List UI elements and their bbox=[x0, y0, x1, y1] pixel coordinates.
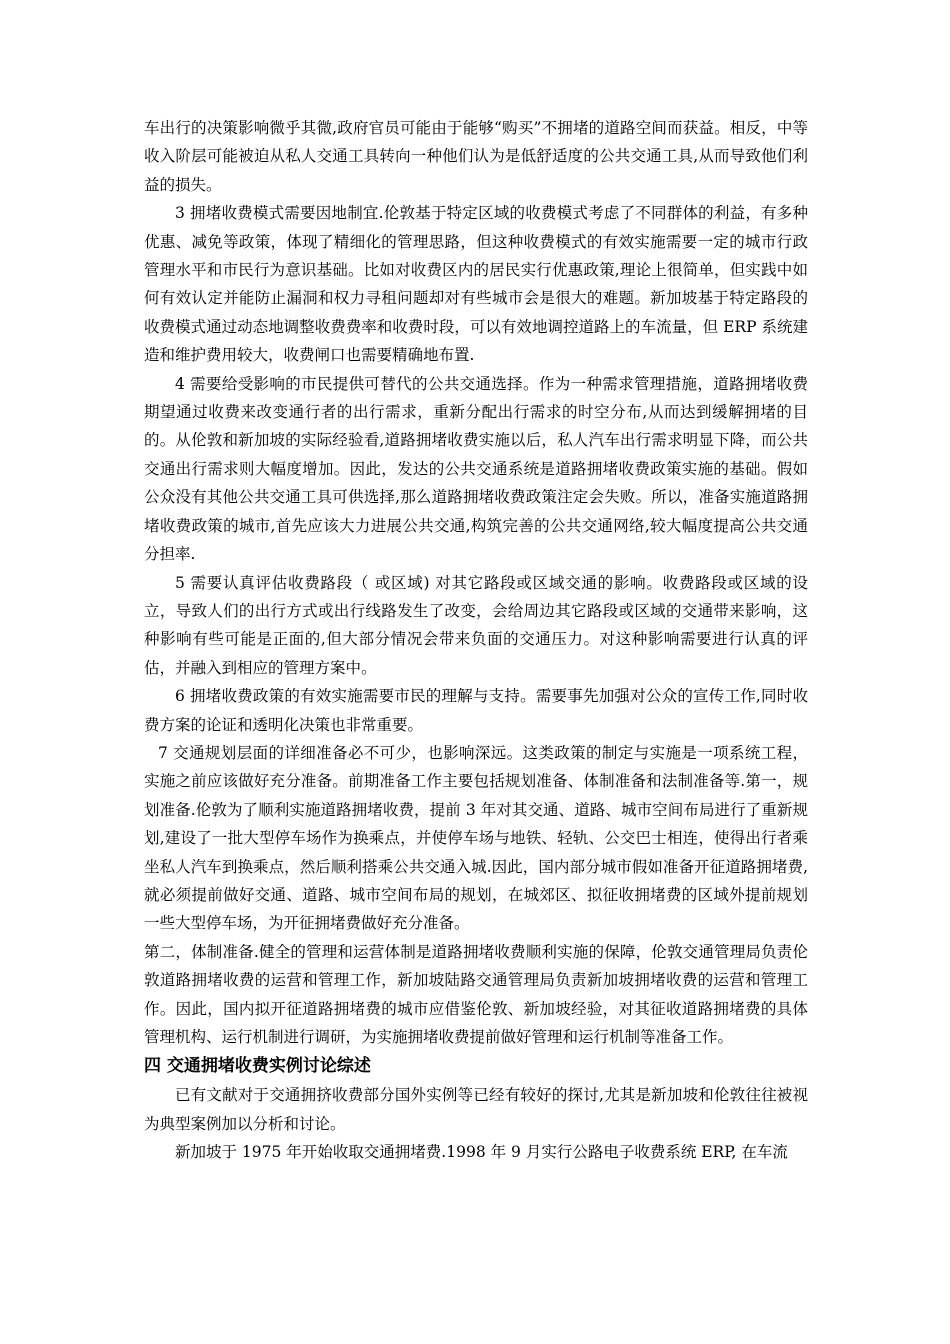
paragraph-point-6: 6 拥堵收费政策的有效实施需要市民的理解与支持。需要事先加强对公众的宣传工作,同时收费方案的论证和透明化决策也非常重要。 bbox=[144, 687, 808, 734]
paragraph-point-5: 5 需要认真评估收费路段（ 或区域) 对其它路段或区域交通的影响。收费路段或区域的设立，导致人们的出行方式或出行线路发生了改变，会给周边其它路段或区域的交通带来影响，这种影响有些可能是正面的,但大部分情况会带来负面的交通压力。对这种影响需要进行认真的评估，并融入到相应的管理方案中。 bbox=[144, 573, 808, 677]
section-heading: 四 交通拥堵收费实例讨论综述 bbox=[144, 1056, 371, 1077]
paragraph-point-3: 3 拥堵收费模式需要因地制宜.伦敦基于特定区域的收费模式考虑了不同群体的利益，有多种优惠、减免等政策，体现了精细化的管理思路，但这种收费模式的有效实施需要一定的城市行政管理水平和市民行为意识基础。比如对收费区内的居民实行优惠政策,理论上很简单，但实践中如何有效认定并能防止漏洞和权力寻租问题却对有些城市会是很大的难题。新加坡基于特定路段的收费模式通过动态地调整收费费率和收费时段，可以有效地调控道路上的车流量，但 ERP 系统建造和维护费用较大，收费闸口也需要精确地布置. bbox=[144, 204, 808, 365]
paragraph-point-4: 4 需要给受影响的市民提供可替代的公共交通选择。作为一种需求管理措施，道路拥堵收费期望通过收费来改变通行者的出行需求，重新分配出行需求的时空分布,从而达到缓解拥堵的目的。从伦敦和新加坡的实际经验看,道路拥堵收费实施以后，私人汽车出行需求明显下降，而公共交通出行需求则大幅度增加。因此，发达的公共交通系统是道路拥堵收费政策实施的基础。假如公众没有其他公共交通工具可供选择,那么道路拥堵收费政策注定会失败。所以，准备实施道路拥堵收费政策的城市,首先应该大力进展公共交通,构筑完善的公共交通网络,较大幅度提高公共交通分担率. bbox=[144, 374, 808, 564]
paragraph-continuation: 车出行的决策影响微乎其微,政府官员可能由于能够“购买”不拥堵的道路空间而获益。相反，中等收入阶层可能被迫从私人交通工具转向一种他们认为是低舒适度的公共交通工具,从而导致他们利益的损失。 bbox=[144, 119, 808, 194]
paragraph-institutional-preparation: 第二，体制准备.健全的管理和运营体制是道路拥堵收费顺利实施的保障，伦敦交通管理局负责伦敦道路拥堵收费的运营和管理工作，新加坡陆路交通管理局负责新加坡拥堵收费的运营和管理工作。因此，国内拟开征道路拥堵费的城市应借鉴伦敦、新加坡经验，对其征收道路拥堵费的具体管理机构、运行机制进行调研，为实施拥堵收费提前做好管理和运行机制等准备工作。 bbox=[144, 942, 808, 1046]
paragraph-singapore: 新加坡于 1975 年开始收取交通拥堵费.1998 年 9 月实行公路电子收费系统 ERP, 在车流 bbox=[175, 1143, 788, 1162]
paragraph-literature: 已有文献对于交通拥挤收费部分国外实例等已经有较好的探讨,尤其是新加坡和伦敦往往被视为典型案例加以分析和讨论。 bbox=[144, 1086, 808, 1133]
document-body bbox=[144, 114, 808, 1167]
paragraph-point-7: 7 交通规划层面的详细准备必不可少，也影响深远。这类政策的制定与实施是一项系统工程，实施之前应该做好充分准备。前期准备工作主要包括规划准备、体制准备和法制准备等.第一，规划准备.伦敦为了顺利实施道路拥堵收费，提前 3 年对其交通、道路、城市空间布局进行了重新规划,建设了一批大型停车场作为换乘点，并使停车场与地铁、轻轨、公交巴士相连，使得出行者乘坐私人汽车到换乘点，然后顺利搭乘公共交通入城.因此，国内部分城市假如准备开征道路拥堵费,就必须提前做好交通、道路、城市空间布局的规划，在城郊区、拟征收拥堵费的区域外提前规划一些大型停车场，为开征拥堵费做好充分准备。 bbox=[144, 743, 808, 933]
